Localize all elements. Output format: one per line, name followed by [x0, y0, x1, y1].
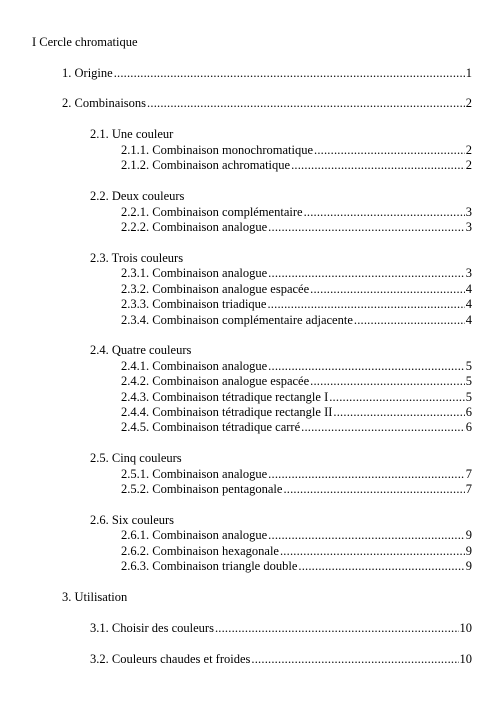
- toc-entry-page: 9: [465, 544, 472, 558]
- toc-entry[interactable]: [121, 466, 472, 482]
- toc-entry-label: 2.4.5. Combinaison tétradique carré: [121, 420, 301, 434]
- leader-dots: [329, 389, 465, 405]
- toc-entry-label: 2.4.4. Combinaison tétradique rectangle II: [121, 405, 333, 419]
- toc-entry[interactable]: [121, 419, 472, 435]
- toc-entry-page: 7: [465, 482, 472, 496]
- leader-dots: [215, 620, 459, 636]
- toc-entry-label: 2.2.1. Combinaison complémentaire: [121, 205, 303, 219]
- toc-section-heading[interactable]: 2.5. Cinq couleurs: [90, 451, 182, 465]
- toc-section-heading[interactable]: 3. Utilisation: [62, 590, 128, 604]
- toc-entry-label: 2.4.3. Combinaison tétradique rectangle I: [121, 390, 329, 404]
- toc-entry[interactable]: [121, 296, 472, 312]
- leader-dots: [267, 296, 464, 312]
- leader-dots: [298, 558, 464, 574]
- toc-entry-page: 4: [465, 297, 472, 311]
- toc-entry-label: 2.3.1. Combinaison analogue: [121, 266, 268, 280]
- toc-section-heading[interactable]: 2.4. Quatre couleurs: [90, 343, 192, 357]
- toc-entry[interactable]: [121, 543, 472, 559]
- toc-entry[interactable]: [90, 620, 472, 636]
- toc-entry-label: 2.2.2. Combinaison analogue: [121, 220, 268, 234]
- leader-dots: [310, 373, 465, 389]
- leader-dots: [268, 358, 465, 374]
- toc-entry-page: 1: [465, 66, 472, 80]
- toc-entry[interactable]: [90, 651, 472, 667]
- toc-entry[interactable]: [121, 558, 472, 574]
- toc-entry-label: 2. Combinaisons: [62, 96, 147, 110]
- toc-entry[interactable]: [62, 65, 472, 81]
- leader-dots: [301, 419, 465, 435]
- leader-dots: [314, 142, 465, 158]
- toc-entry[interactable]: [121, 157, 472, 173]
- toc-entry-label: 2.4.2. Combinaison analogue espacée: [121, 374, 310, 388]
- toc-entry[interactable]: [121, 404, 472, 420]
- toc-entry-label: 2.3.3. Combinaison triadique: [121, 297, 267, 311]
- toc-entry-page: 5: [465, 374, 472, 388]
- toc-section-heading[interactable]: 2.2. Deux couleurs: [90, 189, 185, 203]
- toc-entry[interactable]: [121, 219, 472, 235]
- toc-entry-page: 3: [465, 220, 472, 234]
- leader-dots: [268, 466, 465, 482]
- toc-entry-page: 4: [465, 313, 472, 327]
- toc-entry[interactable]: [121, 142, 472, 158]
- toc-entry-label: 2.6.2. Combinaison hexagonale: [121, 544, 279, 558]
- leader-dots: [114, 65, 465, 81]
- toc-entry-page: 7: [465, 467, 472, 481]
- toc-entry-label: 2.3.4. Combinaison complémentaire adjacente: [121, 313, 353, 327]
- toc-entry[interactable]: [121, 481, 472, 497]
- leader-dots: [268, 527, 465, 543]
- toc-entry-label: 2.3.2. Combinaison analogue espacée: [121, 282, 310, 296]
- toc-entry-page: 5: [465, 359, 472, 373]
- toc-section-heading[interactable]: 2.1. Une couleur: [90, 127, 174, 141]
- toc-entry-page: 3: [465, 266, 472, 280]
- toc-entry-label: 3.1. Choisir des couleurs: [90, 621, 214, 635]
- toc-entry[interactable]: [121, 281, 472, 297]
- toc-entry-page: 9: [465, 559, 472, 573]
- toc-entry-label: 3.2. Couleurs chaudes et froides: [90, 652, 251, 666]
- toc-entry-page: 10: [459, 652, 472, 666]
- toc-entry-label: 2.6.1. Combinaison analogue: [121, 528, 268, 542]
- leader-dots: [333, 404, 464, 420]
- leader-dots: [251, 651, 458, 667]
- toc-entry-label: 2.5.1. Combinaison analogue: [121, 467, 268, 481]
- toc-section-heading[interactable]: 2.3. Trois couleurs: [90, 251, 184, 265]
- toc-entry[interactable]: [121, 358, 472, 374]
- toc-entry-page: 5: [465, 390, 472, 404]
- toc-entry[interactable]: [121, 389, 472, 405]
- toc-entry-page: 10: [459, 621, 472, 635]
- toc-entry-page: 4: [465, 282, 472, 296]
- toc-entry-page: 6: [465, 420, 472, 434]
- toc-entry-page: 6: [465, 405, 472, 419]
- leader-dots: [291, 157, 465, 173]
- leader-dots: [268, 219, 465, 235]
- toc-entry-label: 1. Origine: [62, 66, 113, 80]
- leader-dots: [354, 312, 465, 328]
- leader-dots: [280, 543, 465, 559]
- toc-entry-label: 2.4.1. Combinaison analogue: [121, 359, 268, 373]
- toc-entry[interactable]: [62, 95, 472, 111]
- leader-dots: [304, 204, 465, 220]
- toc-entry[interactable]: [121, 204, 472, 220]
- toc-entry-label: 2.1.1. Combinaison monochromatique: [121, 143, 313, 157]
- toc-title: I Cercle chromatique: [32, 35, 138, 49]
- leader-dots: [310, 281, 465, 297]
- toc-entry-page: 2: [465, 96, 472, 110]
- leader-dots: [147, 95, 465, 111]
- toc-entry-page: 9: [465, 528, 472, 542]
- toc-entry[interactable]: [121, 527, 472, 543]
- leader-dots: [268, 265, 465, 281]
- toc-entry-page: 2: [465, 143, 472, 157]
- toc-entry-label: 2.6.3. Combinaison triangle double: [121, 559, 298, 573]
- toc-entry-page: 2: [465, 158, 472, 172]
- toc-entry-label: 2.5.2. Combinaison pentagonale: [121, 482, 283, 496]
- toc-entry-label: 2.1.2. Combinaison achromatique: [121, 158, 291, 172]
- toc-entry[interactable]: [121, 312, 472, 328]
- toc-section-heading[interactable]: 2.6. Six couleurs: [90, 513, 175, 527]
- toc-entry-page: 3: [465, 205, 472, 219]
- toc-entry[interactable]: [121, 265, 472, 281]
- toc-entry[interactable]: [121, 373, 472, 389]
- leader-dots: [283, 481, 464, 497]
